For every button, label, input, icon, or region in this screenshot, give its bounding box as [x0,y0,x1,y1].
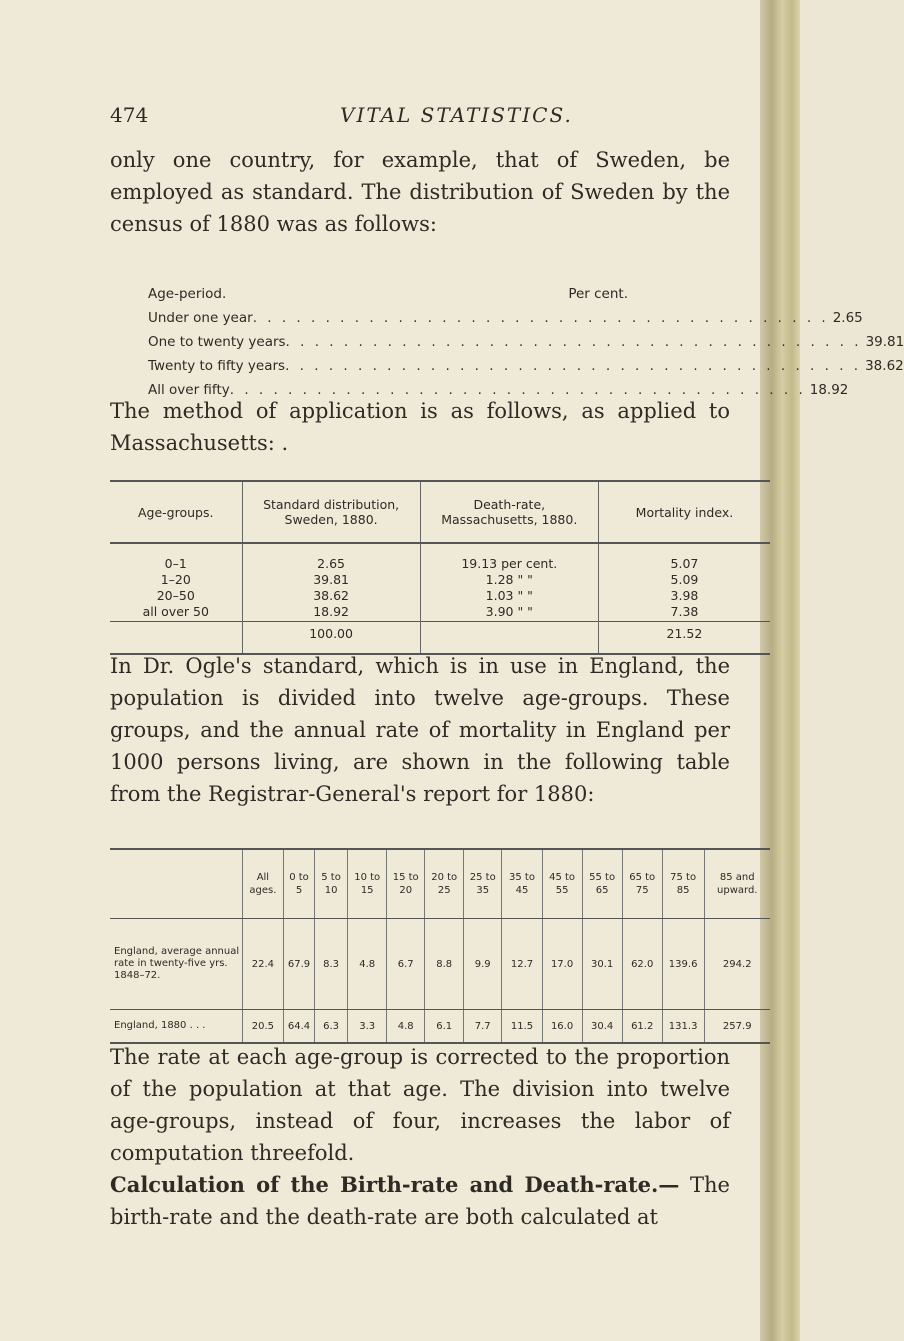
list-item-label: Under one year [148,310,253,326]
paragraph-birth-death-text: The birth-rate and the death-rate are both calculated at [110,1173,730,1229]
running-title: VITAL STATISTICS. [340,103,573,127]
table-cell-age-groups: 0–1 1–20 20–50 all over 50 [142,556,209,619]
table-header-cell: Age-groups. [110,481,242,543]
table-row [110,543,770,622]
table-cell: 16.0 [542,1010,582,1044]
table-header-cell: 20 to 25 [425,849,464,919]
table-header-cell: Mortality index. [598,481,770,543]
list-header-age-period: Age-period. [148,286,227,302]
table-cell: 61.2 [622,1010,662,1044]
table-row [110,919,770,1010]
table-row [110,1010,770,1044]
table-cell: 6.1 [425,1010,464,1044]
table-cell: 62.0 [622,919,662,1010]
table-row-label: England, 1880 . . . [110,1010,242,1044]
list-item [148,310,863,334]
table-cell: 294.2 [704,919,770,1010]
table-header-cell: 65 to 75 [622,849,662,919]
table-cell: 9.9 [463,919,502,1010]
paragraph-method: The method of application is as follows, as applied to Massachusetts: . [110,399,730,455]
table-cell: 139.6 [662,919,704,1010]
table-cell: 20.5 [242,1010,284,1044]
table-cell: 7.7 [463,1010,502,1044]
table-cell-total-index: 21.52 [598,622,770,655]
table-cell: 4.8 [348,919,387,1010]
table-cell: 11.5 [502,1010,542,1044]
leader-dots: . . . . . . . . . . . . . . . . . . . . . . . . . . . . . . . . . . . . . . . . [252,310,829,326]
table-cell: 257.9 [704,1010,770,1044]
table-header-cell: 85 and upward. [704,849,770,919]
table-header-cell: 55 to 65 [582,849,622,919]
table-cell-death-rate: 19.13 per cent. 1.28 " " 1.03 " " 3.90 " " [420,543,598,622]
table-cell-mortality-index: 5.07 5.09 3.98 7.38 [598,543,770,622]
list-header-per-cent: Per cent. [568,286,628,302]
table-cell: 22.4 [242,919,284,1010]
table-cell: 30.1 [582,919,622,1010]
list-item-value: 2.65 [832,310,863,326]
table-cell: 17.0 [542,919,582,1010]
page-number: 474 [110,103,149,127]
book-spine-edge [760,0,800,1341]
list-item-value: 38.62 [865,358,904,374]
table-cell-total-distribution: 100.00 [242,622,420,655]
section-heading-birth-death-rate: Calculation of the Birth-rate and Death-rate.— [110,1172,680,1197]
table-cell: 6.3 [314,1010,348,1044]
table-header-cell: 45 to 55 [542,849,582,919]
table-header-cell: 25 to 35 [463,849,502,919]
table-cell: 12.7 [502,919,542,1010]
list-item-label: Twenty to fifty years [148,358,286,374]
table-row-label: England, average annual rate in twenty-five yrs. 1848–72. [110,919,242,1010]
table-header-cell: 5 to 10 [314,849,348,919]
table-header-cell-empty [110,849,242,919]
leader-dots: . . . . . . . . . . . . . . . . . . . . . . . . . . . . . . . . . . . . . . . . [229,382,806,398]
table-header-cell: 15 to 20 [386,849,425,919]
massachusetts-mortality-table [110,480,770,655]
leader-dots: . . . . . . . . . . . . . . . . . . . . . . . . . . . . . . . . . . . . . . . . [285,334,862,350]
list-item-label: All over fifty [148,382,230,398]
table-header-cell: Standard distribution, Sweden, 1880. [242,481,420,543]
table-cell: 3.3 [348,1010,387,1044]
table-cell: 64.4 [284,1010,314,1044]
paragraph-sweden-intro: only one country, for example, that of Sweden, be employed as standard. The distribution of Sweden by the census of 1880 was as follows: [110,148,730,236]
table-cell: 8.8 [425,919,464,1010]
list-item-label: One to twenty years [148,334,286,350]
list-item-value: 39.81 [865,334,904,350]
table-cell: 4.8 [386,1010,425,1044]
table-header-row [110,849,770,919]
table-header-cell: All ages. [242,849,284,919]
table-cell: 67.9 [284,919,314,1010]
table-cell: 131.3 [662,1010,704,1044]
table-header-cell: 75 to 85 [662,849,704,919]
table-header-row [110,481,770,543]
table-cell-distribution: 2.65 39.81 38.62 18.92 [242,543,420,622]
table-cell: 8.3 [314,919,348,1010]
leader-dots: . . . . . . . . . . . . . . . . . . . . . . . . . . . . . . . . . . . . . . . . [285,358,862,374]
england-mortality-table [110,848,770,1044]
table-cell: 6.7 [386,919,425,1010]
table-header-cell: 10 to 15 [348,849,387,919]
paragraph-correction-text: The rate at each age-group is corrected to the proportion of the population at that age. The division into twelve age-groups, instead of four, increases the labor of computation threefold. [110,1045,730,1165]
list-item-value: 18.92 [809,382,849,398]
paragraph-ogle-standard: In Dr. Ogle's standard, which is in use in England, the population is divided into twelve age-groups. These groups, and the annual rate of mortality in England per 1000 persons living, are shown in the following table from the Registrar-General's report for 1880: [110,654,730,806]
list-item [148,358,904,382]
table-header-cell: 35 to 45 [502,849,542,919]
table-header-cell: 0 to 5 [284,849,314,919]
list-header [148,286,628,310]
paragraph-correction [110,1041,730,1233]
list-item [148,334,904,358]
table-cell: 30.4 [582,1010,622,1044]
table-header-cell: Death-rate, Massachusetts, 1880. [420,481,598,543]
sweden-distribution-list [148,286,904,406]
